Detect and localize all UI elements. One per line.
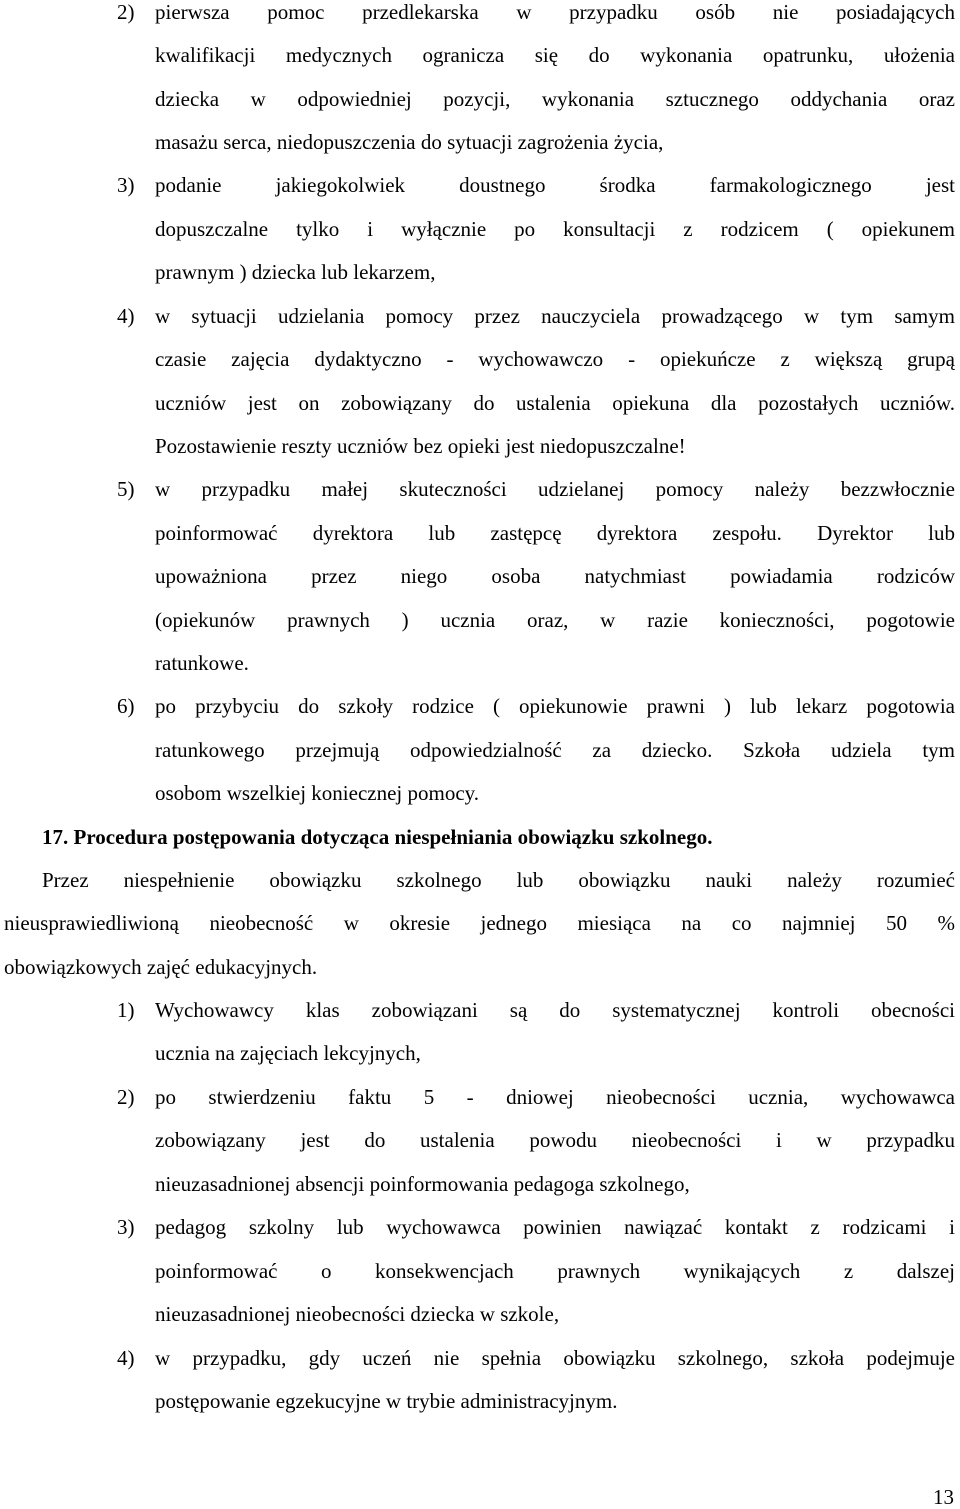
intro-line: obowiązkowych zajęć edukacyjnych. [4, 955, 318, 979]
step-line: nieuzasadnionej nieobecności dziecka w szkole, [155, 1302, 560, 1326]
step-number: 1) [117, 998, 135, 1022]
item-number: 4) [117, 304, 135, 328]
step-line: postępowanie egzekucyjne w trybie administracyjnym. [155, 1389, 618, 1413]
item-line: poinformować dyrektora lub zastępcę dyrektora zespołu. Dyrektor lub [155, 521, 955, 545]
step-number: 3) [117, 1215, 135, 1239]
step-line: Wychowawcy klas zobowiązani są do systematycznej kontroli obecności [155, 998, 955, 1022]
item-line: w sytuacji udzielania pomocy przez nauczyciela prowadzącego w tym samym [155, 304, 955, 328]
item-line: (opiekunów prawnych ) ucznia oraz, w razie konieczności, pogotowie [155, 608, 955, 632]
item-line: Pozostawienie reszty uczniów bez opieki jest niedopuszczalne! [155, 434, 686, 458]
step-line: zobowiązany jest do ustalenia powodu nieobecności i w przypadku [155, 1128, 955, 1152]
intro-line: nieusprawiedliwioną nieobecność w okresie jednego miesiąca na co najmniej 50 % [4, 911, 955, 935]
intro-line: Przez niespełnienie obowiązku szkolnego lub obowiązku nauki należy rozumieć [42, 868, 955, 892]
step-line: po stwierdzeniu faktu 5 - dniowej nieobecności ucznia, wychowawca [155, 1085, 955, 1109]
item-line: czasie zajęcia dydaktyczno - wychowawczo - opiekuńcze z większą grupą [155, 347, 955, 371]
item-line: pierwsza pomoc przedlekarska w przypadku osób nie posiadających [155, 0, 955, 24]
page-number: 13 [933, 1485, 954, 1509]
item-line: masażu serca, niedopuszczenia do sytuacji zagrożenia życia, [155, 130, 664, 154]
step-line: ucznia na zajęciach lekcyjnych, [155, 1041, 421, 1065]
item-number: 2) [117, 0, 135, 24]
item-line: osobom wszelkiej koniecznej pomocy. [155, 781, 480, 805]
step-number: 2) [117, 1085, 135, 1109]
section-heading: 17. Procedura postępowania dotycząca niespełniania obowiązku szkolnego. [42, 825, 713, 849]
item-number: 5) [117, 477, 135, 501]
step-line: nieuzasadnionej absencji poinformowania pedagoga szkolnego, [155, 1172, 690, 1196]
item-line: upoważniona przez niego osoba natychmiast powiadamia rodziców [155, 564, 955, 588]
item-line: ratunkowe. [155, 651, 249, 675]
item-line: prawnym ) dziecka lub lekarzem, [155, 260, 436, 284]
item-line: dziecka w odpowiedniej pozycji, wykonania sztucznego oddychania oraz [155, 87, 955, 111]
step-number: 4) [117, 1346, 135, 1370]
item-line: podanie jakiegokolwiek doustnego środka farmakologicznego jest [155, 173, 955, 197]
item-number: 6) [117, 694, 135, 718]
step-line: w przypadku, gdy uczeń nie spełnia obowiązku szkolnego, szkoła podejmuje [155, 1346, 955, 1370]
item-number: 3) [117, 173, 135, 197]
item-line: ratunkowego przejmują odpowiedzialność za dziecko. Szkoła udziela tym [155, 738, 955, 762]
item-line: w przypadku małej skuteczności udzielanej pomocy należy bezzwłocznie [155, 477, 955, 501]
item-line: uczniów jest on zobowiązany do ustalenia opiekuna dla pozostałych uczniów. [155, 391, 955, 415]
item-line: dopuszczalne tylko i wyłącznie po konsultacji z rodzicem ( opiekunem [155, 217, 955, 241]
step-line: poinformować o konsekwencjach prawnych wynikających z dalszej [155, 1259, 955, 1283]
item-line: po przybyciu do szkoły rodzice ( opiekunowie prawni ) lub lekarz pogotowia [155, 694, 955, 718]
step-line: pedagog szkolny lub wychowawca powinien nawiązać kontakt z rodzicami i [155, 1215, 955, 1239]
item-line: kwalifikacji medycznych ogranicza się do wykonania opatrunku, ułożenia [155, 43, 955, 67]
